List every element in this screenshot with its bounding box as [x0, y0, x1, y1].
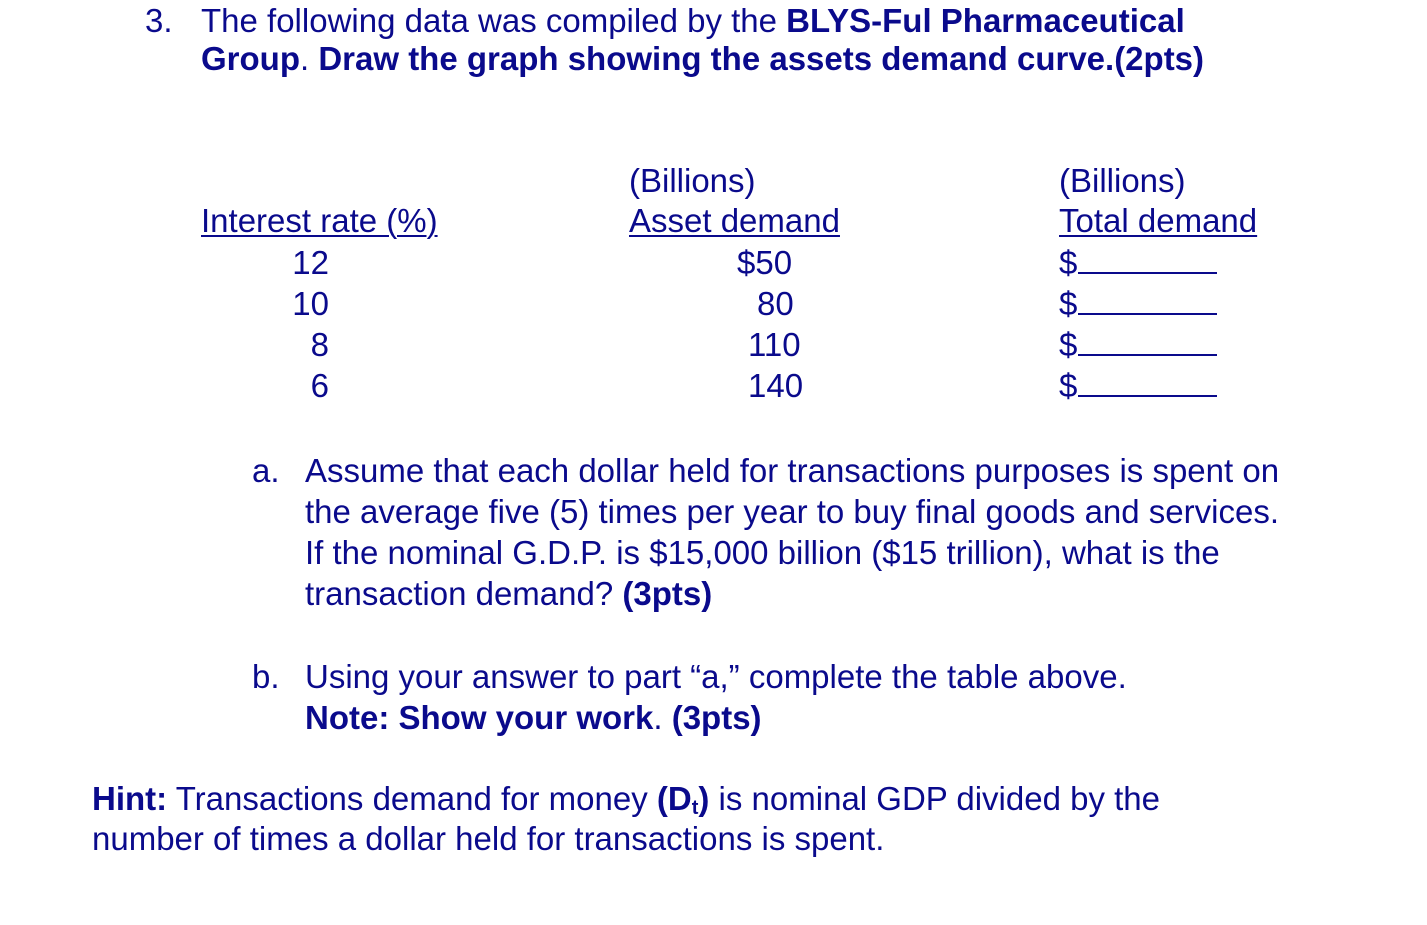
asset-cell: 140 [748, 367, 804, 404]
asset-header: Asset demand [629, 202, 840, 239]
answer-blank[interactable] [1078, 324, 1217, 356]
question-instruction: Draw the graph showing the assets demand curve.(2pts) [318, 40, 1205, 77]
asset-cell: $50 [737, 244, 793, 281]
hint-text-2: is nominal GDP divided by the [709, 780, 1161, 817]
interest-cell: 10 [292, 285, 329, 322]
hint-label: Hint: [92, 780, 168, 817]
hint-symbol-close: ) [698, 780, 710, 817]
interest-cell: 12 [292, 244, 329, 281]
dollar-sign: $ [1059, 326, 1078, 363]
total-cell [1059, 283, 1217, 324]
part-b-points: (3pts) [671, 699, 762, 736]
part-a-line-1: Assume that each dollar held for transactions purposes is spent on [305, 452, 1280, 489]
hint-line-2: number of times a dollar held for transactions is spent. [92, 820, 885, 857]
part-a-line-4 [305, 573, 712, 614]
part-a-marker: a. [252, 452, 280, 489]
part-a-line-2: the average five (5) times per year to buy final goods and services. [305, 493, 1279, 530]
total-cell [1059, 324, 1217, 365]
question-line-1 [201, 0, 1185, 41]
hint-symbol-subscript: t [691, 797, 699, 819]
part-b-marker: b. [252, 658, 280, 695]
hint-symbol [657, 780, 710, 817]
asset-cell: 110 [748, 326, 801, 363]
answer-blank[interactable] [1078, 283, 1217, 315]
part-a-line-3: If the nominal G.D.P. is $15,000 billion ($15 trillion), what is the [305, 534, 1220, 571]
part-b-separator: . [653, 699, 672, 736]
part-b-line-2 [305, 697, 762, 738]
total-cell [1059, 365, 1217, 406]
part-b-note: Note: Show your work [305, 699, 654, 736]
dollar-sign: $ [1059, 244, 1078, 281]
interest-header: Interest rate (%) [201, 202, 438, 239]
interest-cell: 8 [310, 326, 329, 363]
question-line-1-text: The following data was compiled by the [201, 2, 787, 39]
company-name: BLYS-Ful Pharmaceutical [786, 2, 1185, 39]
hint-symbol-open: (D [656, 780, 692, 817]
asset-cell: 80 [757, 285, 794, 322]
part-a-points: (3pts) [622, 575, 713, 612]
question-line-2 [201, 38, 1204, 79]
total-cell [1059, 242, 1217, 283]
part-b-line-1: Using your answer to part “a,” complete the table above. [305, 658, 1127, 695]
answer-blank[interactable] [1078, 365, 1217, 397]
question-number: 3. [145, 2, 173, 39]
interest-cell: 6 [310, 367, 329, 404]
asset-header-unit: (Billions) [629, 162, 756, 199]
part-a-line-4-text: transaction demand? [305, 575, 623, 612]
dollar-sign: $ [1059, 367, 1078, 404]
answer-blank[interactable] [1078, 242, 1217, 274]
total-header: Total demand [1059, 202, 1258, 239]
hint-text-1: Transactions demand for money [167, 780, 657, 817]
company-name-cont: Group [201, 40, 300, 77]
dollar-sign: $ [1059, 285, 1078, 322]
total-header-unit: (Billions) [1059, 162, 1186, 199]
question-separator: . [299, 40, 319, 77]
